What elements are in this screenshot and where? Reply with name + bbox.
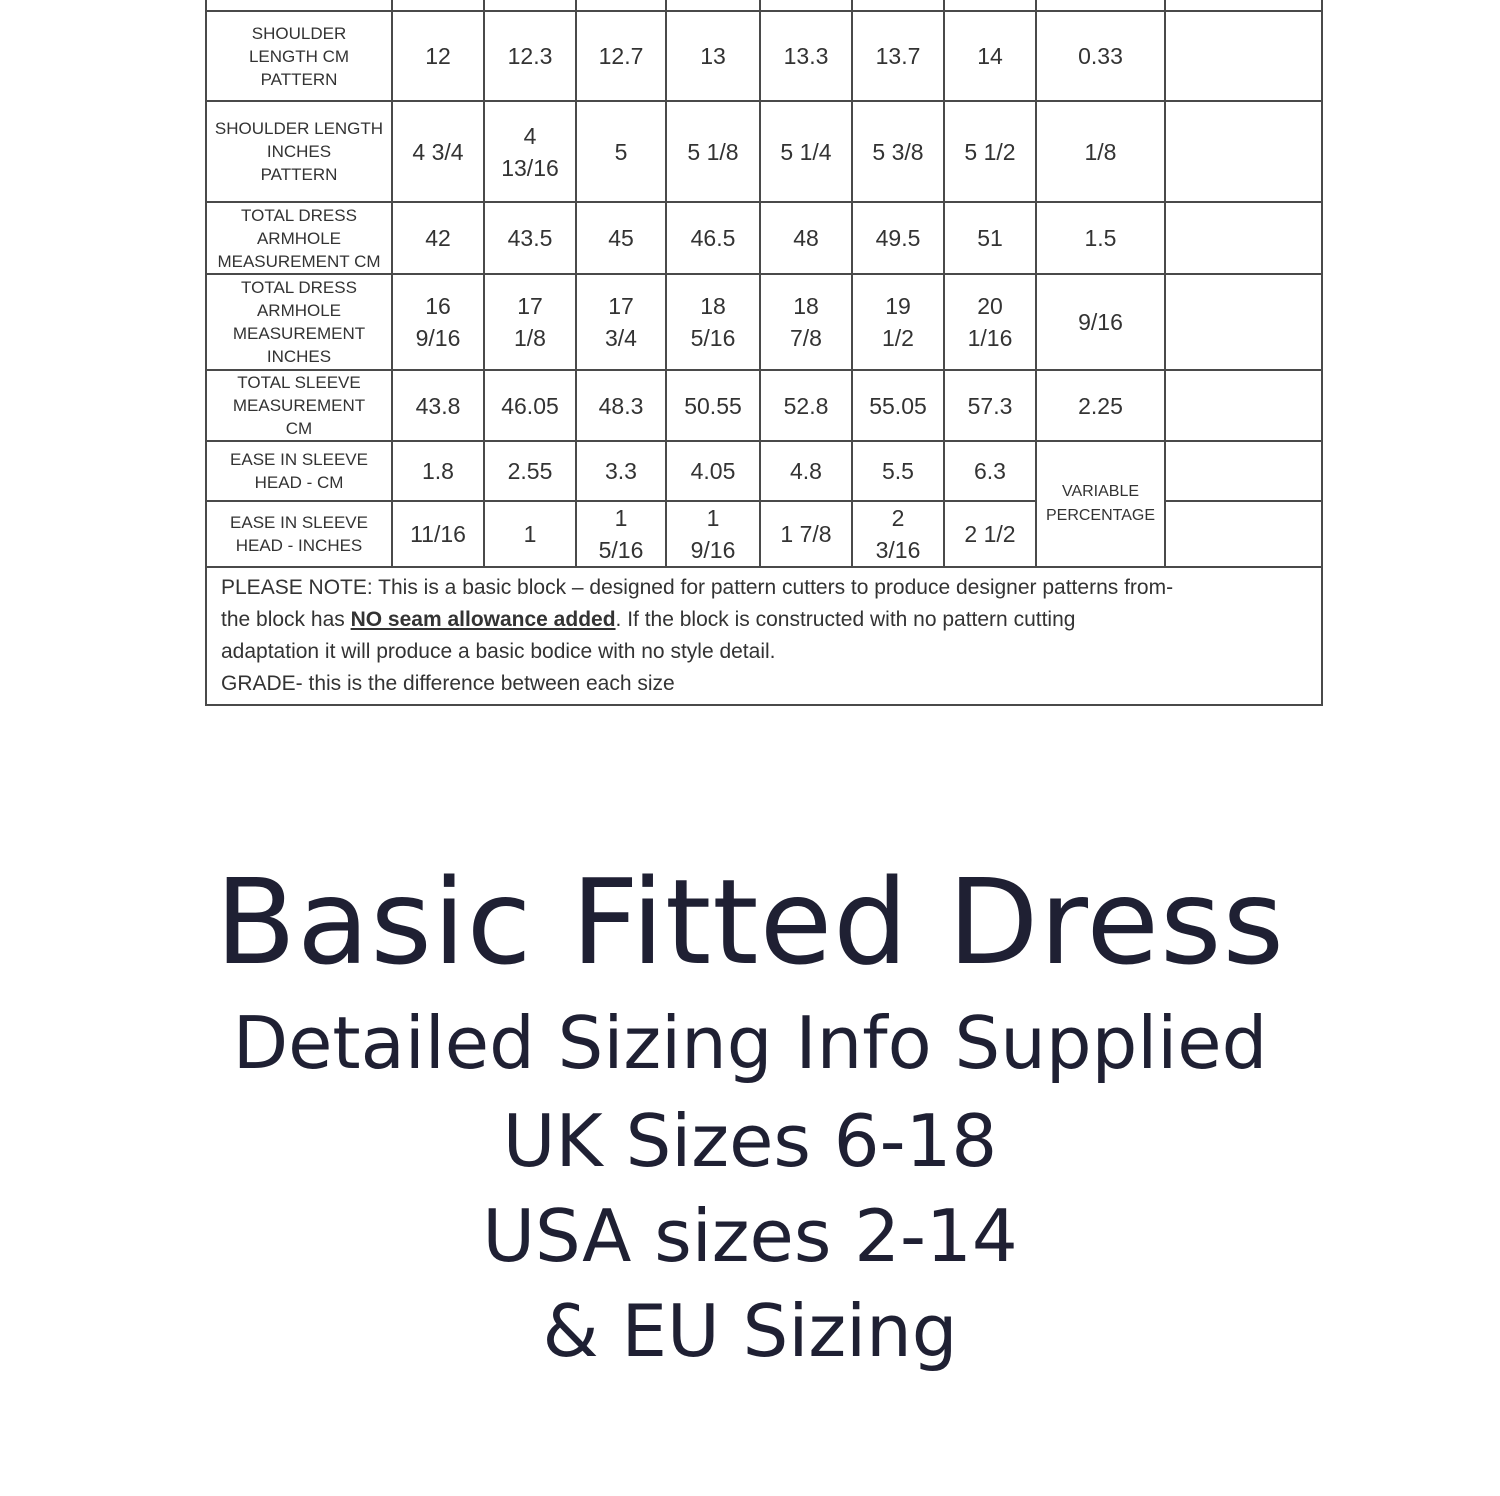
table-cell: 5 [576, 101, 666, 202]
usa-sizes: USA sizes 2-14 [482, 1194, 1018, 1278]
table-cell: 4.8 [760, 441, 852, 501]
note-line: adaptation it will produce a basic bodice with no style detail. [221, 640, 776, 663]
uk-sizes: UK Sizes 6-18 [502, 1099, 998, 1183]
grade-cell-variable: VARIABLE PERCENTAGE [1036, 441, 1165, 567]
table-row [206, 202, 1322, 274]
empty-cell [1165, 11, 1322, 101]
table-cell: 14 [944, 11, 1036, 101]
empty-cell [1165, 370, 1322, 441]
table-cell: 45 [576, 202, 666, 274]
table-cell: 12.3 [484, 11, 576, 101]
table-cell: 5 3/8 [852, 101, 944, 202]
table-cell: 2.55 [484, 441, 576, 501]
table-cell: 6.3 [944, 441, 1036, 501]
row-label: TOTAL SLEEVE MEASUREMENT CM [206, 370, 392, 441]
row-label: SHOULDER LENGTH INCHES PATTERN [206, 101, 392, 202]
grade-cell: 9/16 [1036, 274, 1165, 370]
product-subtitle: Detailed Sizing Info Supplied [232, 1001, 1268, 1085]
table-cell: 11/16 [392, 501, 484, 567]
empty-cell [1165, 202, 1322, 274]
table-cell: 4 13/16 [484, 101, 576, 202]
empty-cell [1165, 441, 1322, 501]
table-cell: 4.05 [666, 441, 760, 501]
table-cell: 13 [666, 11, 760, 101]
table-cell: 3.3 [576, 441, 666, 501]
table-cell: 2 1/2 [944, 501, 1036, 567]
table-row [206, 370, 1322, 441]
table-cell: 51 [944, 202, 1036, 274]
table-cell: 5 1/4 [760, 101, 852, 202]
note-line: GRADE- this is the difference between each size [221, 672, 675, 695]
table-cell: 13.3 [760, 11, 852, 101]
table-cell: 1 5/16 [576, 501, 666, 567]
table-row [206, 441, 1322, 501]
row-label: EASE IN SLEEVE HEAD - INCHES [206, 501, 392, 567]
table-cell: 20 1/16 [944, 274, 1036, 370]
table-cell: 1 [484, 501, 576, 567]
table-cell: 5.5 [852, 441, 944, 501]
table-cell: 52.8 [760, 370, 852, 441]
table-cell: 19 1/2 [852, 274, 944, 370]
table-cell: 17 3/4 [576, 274, 666, 370]
table-cell: 1 9/16 [666, 501, 760, 567]
empty-cell [1165, 501, 1322, 567]
table-cell: 46.05 [484, 370, 576, 441]
note-line [221, 604, 1307, 636]
grade-cell: 0.33 [1036, 11, 1165, 101]
table-cell: 57.3 [944, 370, 1036, 441]
note-line: PLEASE NOTE: This is a basic block – designed for pattern cutters to produce designer patterns from- [221, 576, 1174, 599]
grade-cell: 1/8 [1036, 101, 1165, 202]
table-cell: 42 [392, 202, 484, 274]
grade-cell: 1.5 [1036, 202, 1165, 274]
table-cell: 46.5 [666, 202, 760, 274]
table-cell: 1 7/8 [760, 501, 852, 567]
size-table [205, 0, 1323, 706]
note-text: the block has [221, 608, 351, 631]
table-cell: 12.7 [576, 11, 666, 101]
table-cell: 1.8 [392, 441, 484, 501]
note-emphasis: NO seam allowance added [350, 608, 616, 631]
table-cell: 18 5/16 [666, 274, 760, 370]
table-cell: 12 [392, 11, 484, 101]
product-title: Basic Fitted Dress [215, 853, 1285, 991]
table-cell: 55.05 [852, 370, 944, 441]
table-cell: 48 [760, 202, 852, 274]
table-row [206, 101, 1322, 202]
empty-cell [1165, 101, 1322, 202]
table-cell: 43.5 [484, 202, 576, 274]
note-row [206, 567, 1322, 705]
table-cell: 13.7 [852, 11, 944, 101]
row-label: TOTAL DRESS ARMHOLE MEASUREMENT CM [206, 202, 392, 274]
table-row [206, 274, 1322, 370]
table-cell: 5 1/8 [666, 101, 760, 202]
table-cell: 18 7/8 [760, 274, 852, 370]
table-cell: 48.3 [576, 370, 666, 441]
table-cell: 16 9/16 [392, 274, 484, 370]
table-cell: 5 1/2 [944, 101, 1036, 202]
cropped-header-row [206, 0, 1322, 11]
grade-cell: 2.25 [1036, 370, 1165, 441]
table-cell: 4 3/4 [392, 101, 484, 202]
size-chart [205, 0, 1321, 706]
table-cell: 43.8 [392, 370, 484, 441]
table-cell: 2 3/16 [852, 501, 944, 567]
row-label: TOTAL DRESS ARMHOLE MEASUREMENT INCHES [206, 274, 392, 370]
row-label: SHOULDER LENGTH CM PATTERN [206, 11, 392, 101]
pattern-note [206, 567, 1322, 705]
row-label: EASE IN SLEEVE HEAD - CM [206, 441, 392, 501]
eu-sizing: & EU Sizing [542, 1289, 958, 1373]
table-cell: 17 1/8 [484, 274, 576, 370]
empty-cell [1165, 274, 1322, 370]
note-text: . If the block is constructed with no pattern cutting [615, 608, 1076, 631]
table-cell: 49.5 [852, 202, 944, 274]
table-cell: 50.55 [666, 370, 760, 441]
table-row [206, 11, 1322, 101]
